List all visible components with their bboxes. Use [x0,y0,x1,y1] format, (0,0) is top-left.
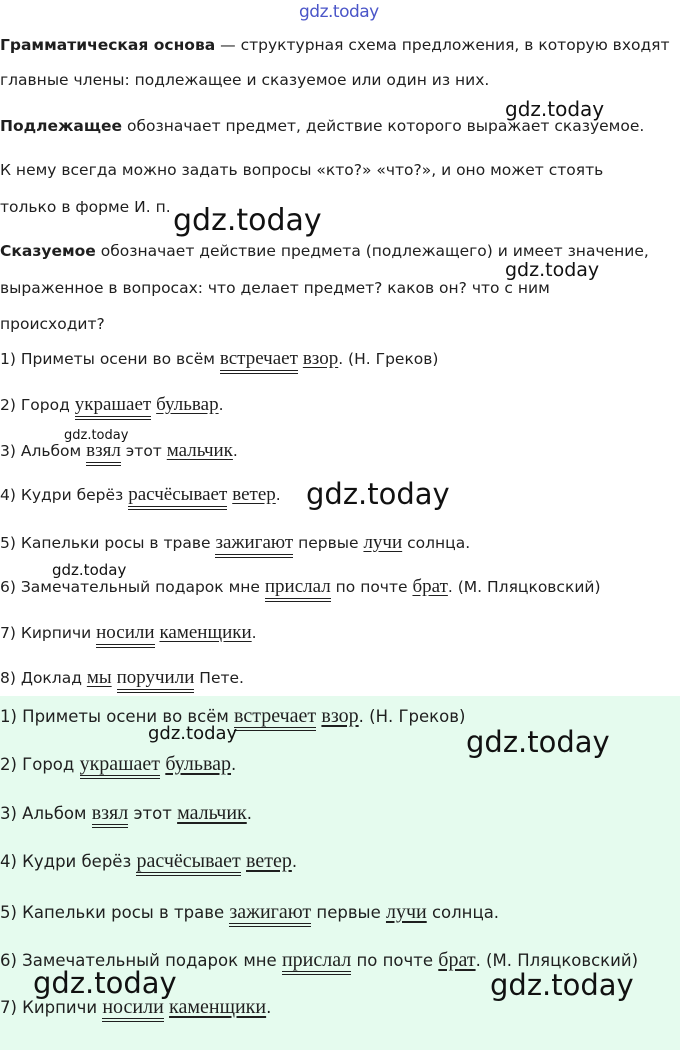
sentence-text: . (М. Пляцковский) [475,951,639,970]
sentence-text: первые [311,903,386,922]
sentence-text: солнца. [402,534,471,552]
predicate-word: расчёсывает [128,484,228,505]
subject-word: взор [302,348,339,369]
sentence-text: . [218,396,224,414]
sentence-5 [0,533,470,553]
subject-word: каменщики [159,622,252,643]
sentence-7 [0,997,271,1018]
subject-word: бульвар [165,753,232,775]
predicate-word: встречает [219,348,298,369]
subject-word: брат [438,949,476,971]
sentence-text: солнца. [426,903,500,922]
sentence-text: . [291,852,298,871]
theory-p1-line2: главные члены: подлежащее и сказуемое или один из них. [0,71,490,89]
predicate-word: зажигают [215,532,294,553]
sentence-text: . [266,998,272,1017]
sentence-text: 3) Альбом [0,804,92,823]
watermark: gdz.today [33,966,177,1000]
predicate-word: поручили [116,667,195,688]
predicate-word: украшает [74,394,152,415]
predicate-word: украшает [79,753,161,775]
predicate-word: прислал [264,576,331,597]
predicate-word: встречает [234,705,317,727]
sentence-4 [0,851,297,872]
sentence-text: . (М. Пляцковский) [447,578,601,596]
sentence-text: 2) Город [0,755,80,774]
sentence-text: 2) Город [0,396,75,414]
sentence-text: 7) Кирпичи [0,998,103,1017]
theory-p4-line2: выраженное в вопросах: что делает предмет? каков он? что с ним [0,279,550,297]
watermark: gdz.today [173,203,322,238]
watermark: gdz.today [148,723,238,744]
sentence-text: 5) Капельки росы в траве [0,534,216,552]
top-watermark: gdz.today [299,2,379,22]
sentence-text: 6) Замечательный подарок мне [0,578,265,596]
sentence-text: Пете. [194,669,244,687]
sentence-2 [0,754,236,775]
subject-word: ветер [246,850,292,872]
watermark: gdz.today [306,477,450,511]
theory-p3-line1: К нему всегда можно задать вопросы «кто?» «что?», и оно может стоять [0,161,604,179]
sentence-6 [0,577,601,597]
theory-p4-line1: Сказуемое обозначает действие предмета (подлежащего) и имеет значение, [0,242,649,260]
sentence-text: 3) Альбом [0,442,87,460]
sentence-text: 6) Замечательный подарок мне [0,951,282,970]
subject-word: брат [412,576,448,597]
sentence-text: 5) Капельки росы в траве [0,903,230,922]
sentence-text: . [246,804,252,823]
sentence-text: . (Н. Греков) [338,350,439,368]
sentence-text: 1) Приметы осени во всём [0,707,235,726]
term-grammatical-basis: Грамматическая основа [0,36,216,54]
sentence-text: . (Н. Греков) [358,707,466,726]
sentence-text: . [231,755,237,774]
sentence-text: по почте [351,951,439,970]
sentence-text: 4) Кудри берёз [0,486,129,504]
subject-word: ветер [232,484,276,505]
term-subject: Подлежащее [0,117,123,135]
sentence-5 [0,902,499,923]
subject-word: взор [321,705,359,727]
theory-p1-line1: Грамматическая основа — структурная схема предложения, в которую входят [0,36,670,54]
term-predicate: Сказуемое [0,242,96,260]
predicate-word: носили [102,996,164,1018]
sentence-text: этот [120,442,167,460]
sentence-4 [0,485,281,505]
sentence-8 [0,668,244,688]
sentence-text: по почте [330,578,413,596]
sentence-1 [0,349,438,369]
sentence-text: 4) Кудри берёз [0,852,137,871]
watermark: gdz.today [52,561,127,579]
subject-word: каменщики [169,996,267,1018]
watermark: gdz.today [466,725,610,759]
sentence-text: 1) Приметы осени во всём [0,350,220,368]
watermark: gdz.today [505,259,600,281]
theory-p4-line3: происходит? [0,315,105,333]
subject-word: лучи [363,532,403,553]
sentence-7 [0,623,257,643]
watermark: gdz.today [490,968,634,1002]
watermark: gdz.today [505,97,605,121]
predicate-word: прислал [281,949,352,971]
sentence-text: первые [293,534,364,552]
predicate-word: взял [86,440,121,461]
theory-p3-line2: только в форме И. п. [0,198,171,216]
subject-word: мальчик [177,802,247,824]
sentence-text: этот [128,804,178,823]
predicate-word: носили [96,622,155,643]
sentence-2 [0,395,224,415]
theory-p2: Подлежащее обозначает предмет, действие которого выражает сказуемое. [0,117,645,135]
subject-word: бульвар [156,394,219,415]
watermark: gdz.today [64,428,129,443]
predicate-word: зажигают [229,901,312,923]
predicate-word: расчёсывает [136,850,241,872]
sentence-text: . [275,486,281,504]
subject-word: мальчик [166,440,233,461]
sentence-text: 8) Доклад [0,669,87,687]
subject-word: лучи [385,901,427,923]
sentence-text: 7) Кирпичи [0,624,97,642]
sentence-3 [0,441,238,461]
predicate-word: взял [91,802,129,824]
sentence-text: . [251,624,257,642]
subject-word: мы [86,667,112,688]
sentence-text: . [232,442,238,460]
sentence-3 [0,803,252,824]
